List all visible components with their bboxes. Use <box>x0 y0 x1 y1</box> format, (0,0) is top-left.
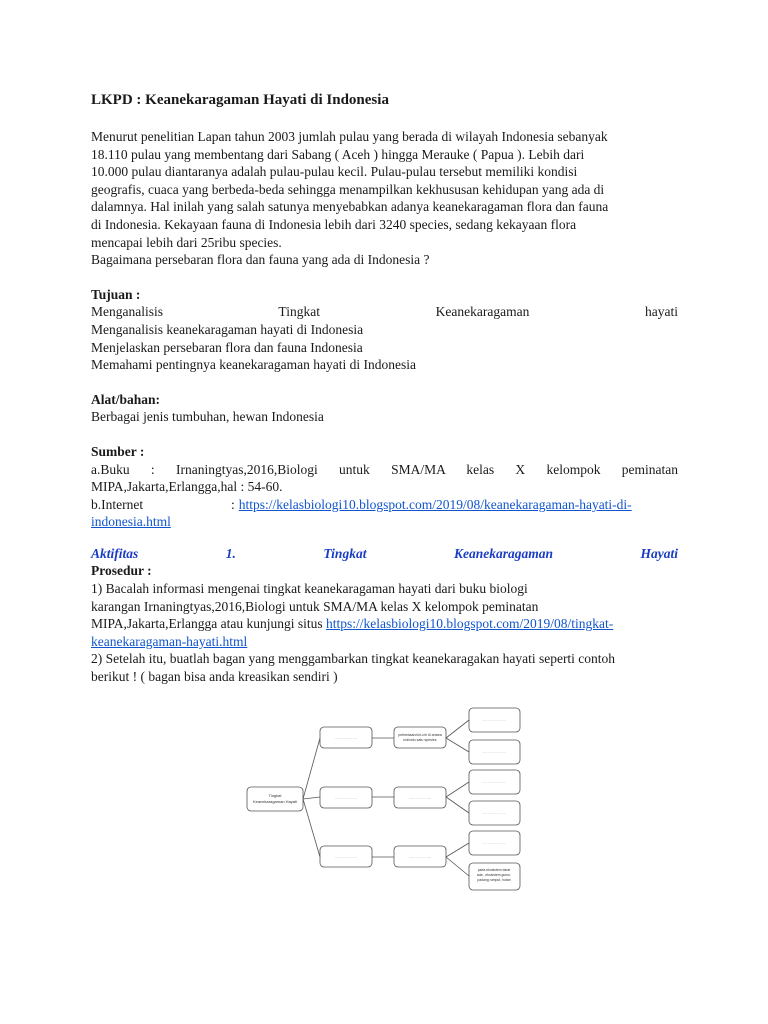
step1-line <box>91 615 678 633</box>
sumber-section <box>91 443 678 531</box>
intro-line: di Indonesia. Kekayaan fauna di Indonesia lebih dari 3240 species, sedang kekayaan flora <box>91 216 577 232</box>
diagram-level2-label: perbedaan/ciri-ciri di antara <box>398 733 442 737</box>
sumber-buku-line: MIPA,Jakarta,Erlangga,hal : 54-60. <box>91 479 283 495</box>
diagram-level2-text: .................... <box>408 795 432 800</box>
diagram-level1-text: .................... <box>334 795 358 800</box>
intro-line: 18.110 pulau yang membentang dari Sabang ( Aceh ) hingga Merauke ( Papua ). Lebih dari <box>91 146 585 162</box>
tujuan-heading: Tujuan : <box>91 286 141 302</box>
diagram-level3-label: ada , ekosistem gurun, <box>476 873 512 877</box>
diagram-root-label: Tingkat <box>268 793 282 798</box>
diagram-level3-placeholder: ...................... <box>481 810 507 815</box>
diagram-level3-placeholder: ...................... <box>481 717 507 722</box>
intro-line: geografis, cuaca yang berbeda-beda sehingga menampilkan kekhususan kehidupan yang ada di <box>91 181 605 197</box>
diagram-level3-label: padang rumput, hutan <box>477 878 511 882</box>
alat-text: Berbagai jenis tumbuhan, hewan Indonesia <box>91 409 324 425</box>
diagram-level1-text: .................... <box>334 735 358 740</box>
diagram-level2-label: individu satu spesies <box>403 738 437 742</box>
step1-link-cont[interactable]: keanekaragaman-hayati.html <box>91 633 248 649</box>
diagram-root-label: Keanekaragaman Hayati <box>252 799 298 804</box>
diagram-level3-placeholder: ...................... <box>481 840 507 845</box>
diagram-level3-placeholder: ...................... <box>481 779 507 784</box>
internet-link-cont[interactable]: indonesia.html <box>91 514 171 530</box>
aktifitas-section <box>91 545 678 686</box>
step1-line: karangan Irnaningtyas,2016,Biologi untuk SMA/MA kelas X kelompok peminatan <box>91 598 539 614</box>
sumber-internet-line <box>91 496 678 514</box>
alat-section <box>91 391 678 426</box>
step1-text: MIPA,Jakarta,Erlangga atau kunjungi situs <box>91 616 326 632</box>
diagram-level2-text: .................... <box>408 854 432 859</box>
intro-line: 10.000 pulau diantaranya adalah pulau-pulau kecil. Pulau-pulau tersebut memiliki kondisi <box>91 164 578 180</box>
biodiversity-diagram <box>243 705 525 895</box>
intro-question: Bagaimana persebaran flora dan fauna yang ada di Indonesia ? <box>91 252 430 268</box>
internet-separator: : <box>231 496 235 512</box>
step2-line: berikut ! ( bagan bisa anda kreasikan sendiri ) <box>91 669 338 685</box>
sumber-buku-line: a.Buku : Irnaningtyas,2016,Biologi untuk SMA/MA kelas X kelompok peminatan <box>91 461 678 477</box>
step1-link[interactable]: https://kelasbiologi10.blogspot.com/2019/08/tingkat- <box>325 616 614 632</box>
sumber-heading: Sumber : <box>91 443 145 459</box>
tujuan-item: Menganalisis keanekaragaman hayati di Indonesia <box>91 321 364 337</box>
tujuan-item: Memahami pentingnya keanekaragaman hayati di Indonesia <box>91 357 417 373</box>
diagram-level3-label: pada ekosistem darat <box>477 868 511 872</box>
intro-line: dalamnya. Hal inilah yang salah satunya menyebabkan adanya keanekaragaman flora dan fauna <box>91 199 609 215</box>
tujuan-item: Menjelaskan persebaran flora dan fauna Indonesia <box>91 339 363 355</box>
diagram-level3-placeholder: ...................... <box>481 749 507 754</box>
step2-line: 2) Setelah itu, buatlah bagan yang menggambarkan tingkat keanekaragakan hayati seperti contoh <box>91 651 616 667</box>
worksheet-page <box>91 92 678 686</box>
prosedur-heading: Prosedur : <box>91 563 152 579</box>
internet-link[interactable]: https://kelasbiologi10.blogspot.com/2019/08/keanekaragaman-hayati-di- <box>238 496 632 512</box>
step1-line: 1) Bacalah informasi mengenai tingkat keanekaragaman hayati dari buku biologi <box>91 581 528 597</box>
internet-label: b.Internet <box>91 496 144 512</box>
intro-line: mencapai lebih dari 25ribu species. <box>91 234 282 250</box>
tujuan-item: Menganalisis Tingkat Keanekaragaman hayati <box>91 304 678 320</box>
tujuan-section <box>91 286 678 374</box>
intro-line: Menurut penelitian Lapan tahun 2003 jumlah pulau yang berada di wilayah Indonesia sebanyak <box>91 129 608 144</box>
alat-heading: Alat/bahan: <box>91 391 161 407</box>
aktifitas-heading: Aktifitas 1. Tingkat Keanekaragaman Hayati <box>91 545 678 561</box>
diagram-level1-text: .................... <box>334 854 358 859</box>
page-title: LKPD : Keanekaragaman Hayati di Indonesia <box>91 92 389 108</box>
intro-paragraph <box>91 128 678 269</box>
